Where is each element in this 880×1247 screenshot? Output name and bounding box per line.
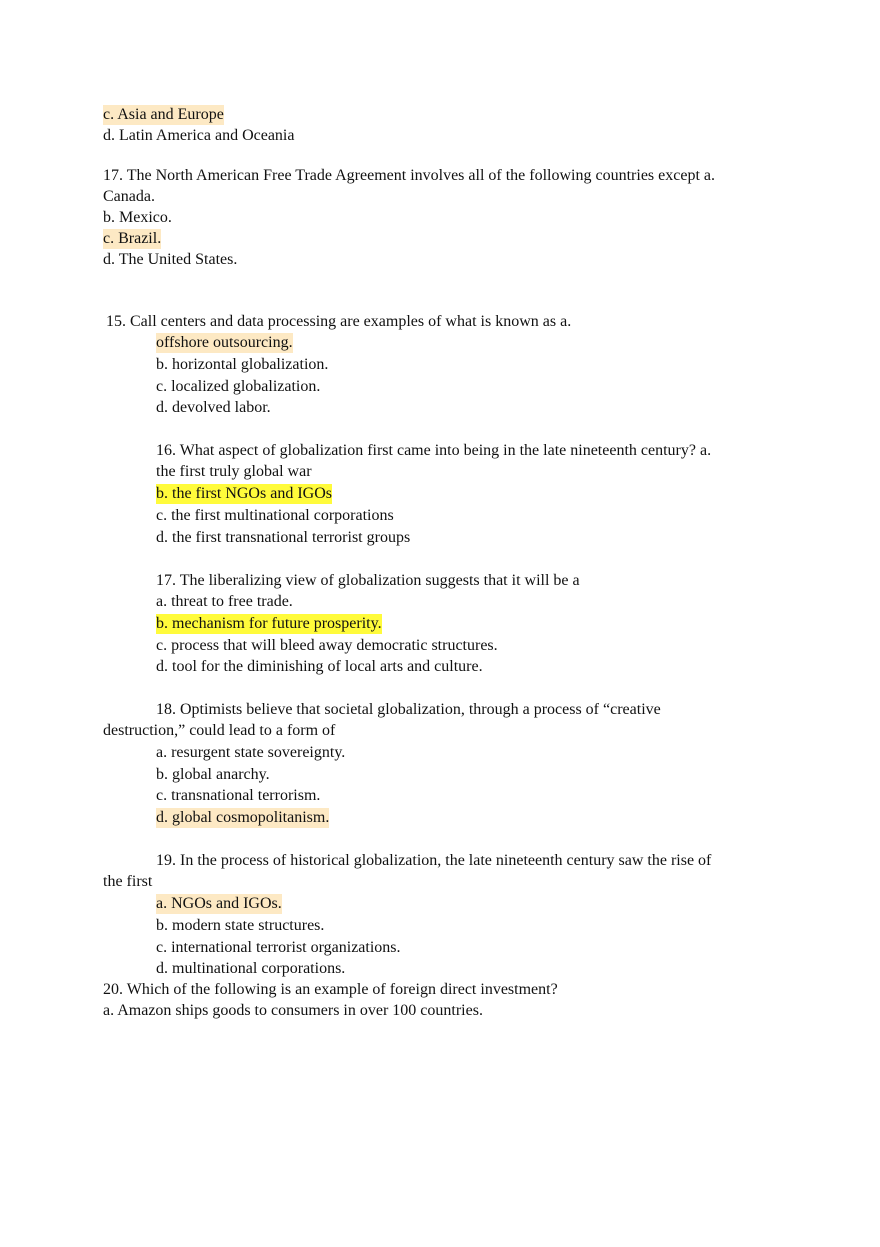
option-d-multinational-corps: d. multinational corporations. bbox=[156, 960, 346, 977]
option-a-ngos-igos: a. NGOs and IGOs. bbox=[156, 895, 282, 912]
option-d-first-terrorist-groups: d. the first transnational terrorist groups bbox=[156, 529, 411, 546]
option-d-united-states: d. The United States. bbox=[103, 251, 238, 268]
option-c-localized-globalization: c. localized globalization. bbox=[156, 378, 321, 395]
option-c-brazil: c. Brazil. bbox=[103, 230, 162, 247]
option-a-threat-free-trade: a. threat to free trade. bbox=[156, 593, 293, 610]
question-15-line1: 15. Call centers and data processing are examples of what is known as a. bbox=[106, 313, 572, 330]
question-19-line2: the first bbox=[103, 873, 153, 890]
question-17-nafta-line2: Canada. bbox=[103, 188, 155, 205]
question-20-line1: 20. Which of the following is an example of foreign direct investment? bbox=[103, 981, 558, 998]
question-18-line1: 18. Optimists believe that societal globalization, through a process of “creative bbox=[156, 701, 661, 718]
option-c-asia-europe: c. Asia and Europe bbox=[103, 106, 224, 123]
option-c-terrorist-orgs: c. international terrorist organizations. bbox=[156, 939, 401, 956]
question-18-line2: destruction,” could lead to a form of bbox=[103, 722, 336, 739]
question-16-line1: 16. What aspect of globalization first came into being in the late nineteenth century? a. bbox=[156, 442, 712, 459]
option-a-resurgent-sovereignty: a. resurgent state sovereignty. bbox=[156, 744, 346, 761]
option-c-first-multinational: c. the first multinational corporations bbox=[156, 507, 394, 524]
option-b-mechanism-prosperity: b. mechanism for future prosperity. bbox=[156, 615, 382, 632]
option-b-mexico: b. Mexico. bbox=[103, 209, 172, 226]
option-c-transnational-terrorism: c. transnational terrorism. bbox=[156, 787, 321, 804]
option-d-tool-diminishing: d. tool for the diminishing of local arts and culture. bbox=[156, 658, 483, 675]
option-b-horizontal-globalization: b. horizontal globalization. bbox=[156, 356, 329, 373]
question-16-line2: the first truly global war bbox=[156, 463, 312, 480]
question-17-liberalizing-line1: 17. The liberalizing view of globalization suggests that it will be a bbox=[156, 572, 580, 589]
question-19-line1: 19. In the process of historical globalization, the late nineteenth century saw the rise of bbox=[156, 852, 712, 869]
option-b-first-ngos-igos: b. the first NGOs and IGOs bbox=[156, 485, 332, 502]
option-b-modern-state: b. modern state structures. bbox=[156, 917, 325, 934]
option-b-global-anarchy: b. global anarchy. bbox=[156, 766, 270, 783]
option-d-devolved-labor: d. devolved labor. bbox=[156, 399, 271, 416]
option-a-offshore-outsourcing: offshore outsourcing. bbox=[156, 334, 293, 351]
option-d-latin-america: d. Latin America and Oceania bbox=[103, 127, 295, 144]
option-c-bleed-away-democracy: c. process that will bleed away democratic structures. bbox=[156, 637, 498, 654]
option-d-global-cosmopolitanism: d. global cosmopolitanism. bbox=[156, 809, 330, 826]
option-a-amazon: a. Amazon ships goods to consumers in over 100 countries. bbox=[103, 1002, 483, 1019]
question-17-nafta-line1: 17. The North American Free Trade Agreement involves all of the following countries except a. bbox=[103, 167, 715, 184]
